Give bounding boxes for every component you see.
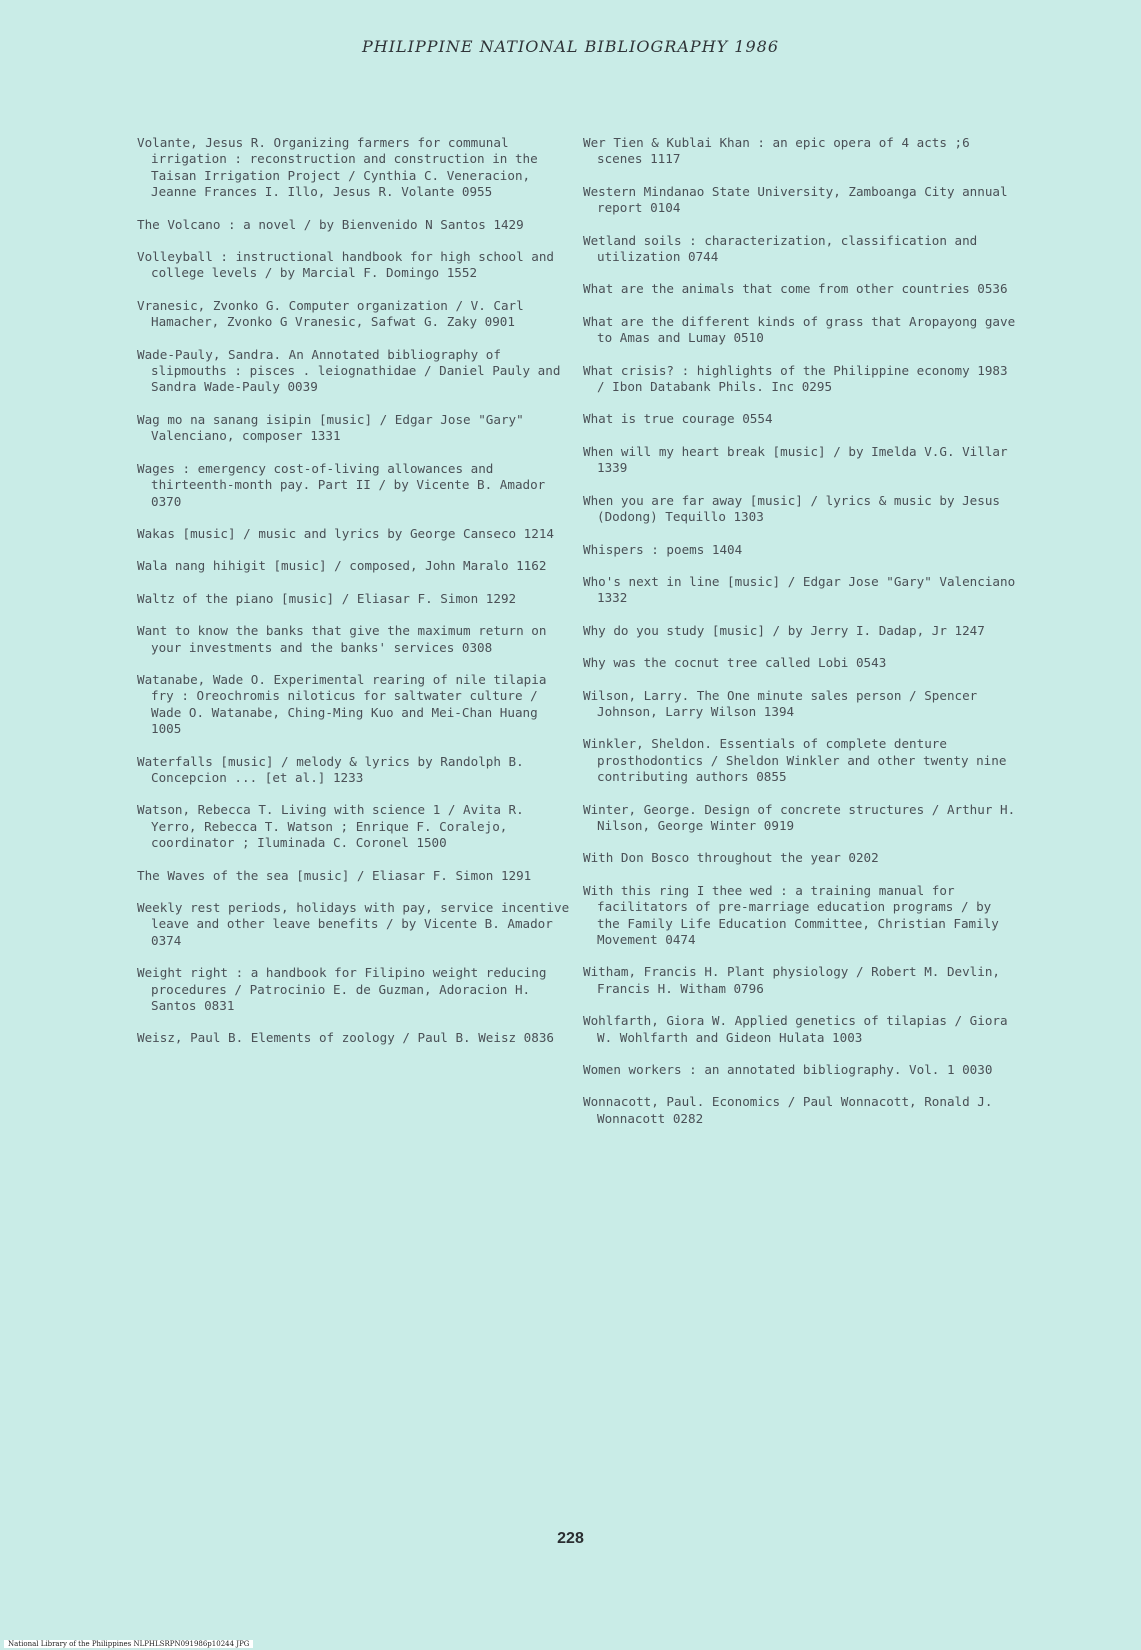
- left-column: [137, 135, 577, 1063]
- bibliography-entry: Volleyball : instructional handbook for high school and college levels / by Marcial F. Domingo 1552: [137, 249, 562, 281]
- bibliography-entry: Wakas [music] / music and lyrics by George Canseco 1214: [137, 525, 555, 541]
- bibliography-entry: Winter, George. Design of concrete structures / Arthur H. Nilson, George Winter 0919: [583, 801, 1023, 833]
- bibliography-entry: Weight right : a handbook for Filipino weight reducing procedures / Patrocinio E. de Guzman, Adoracion H. Santos 0831: [137, 965, 555, 1014]
- bibliography-entry: Wala nang hihigit [music] / composed, John Maralo 1162: [137, 558, 547, 574]
- bibliography-entry: Witham, Francis H. Plant physiology / Robert M. Devlin, Francis H. Witham 0796: [583, 964, 1008, 996]
- bibliography-entry: Winkler, Sheldon. Essentials of complete denture prosthodontics / Sheldon Winkler and other twenty nine contributing authors 0855: [583, 736, 1015, 785]
- bibliography-entry: Vranesic, Zvonko G. Computer organization / V. Carl Hamacher, Zvonko G Vranesic, Safwat G. Zaky 0901: [137, 297, 532, 330]
- bibliography-entry: The Volcano : a novel / by Bienvenido N Santos 1429: [137, 216, 524, 232]
- bibliography-entry: Wohlfarth, Giora W. Applied genetics of tilapias / Giora W. Wohlfarth and Gideon Hulata 1003: [583, 1013, 1016, 1045]
- page-number: 228: [557, 1530, 584, 1547]
- bibliography-entry: When will my heart break [music] / by Imelda V.G. Villar 1339: [583, 443, 1016, 476]
- bibliography-entry: Why was the cocnut tree called Lobi 0543: [583, 655, 887, 671]
- bibliography-entry: With this ring I thee wed : a training manual for facilitators of pre-marriage education programs / by the Family Life Education Committee, Christian Family Movement 0474: [583, 882, 1007, 947]
- bibliography-entry: Weisz, Paul B. Elements of zoology / Paul B. Weisz 0836: [137, 1030, 555, 1046]
- bibliography-entry: What is true courage 0554: [583, 411, 773, 427]
- page-title: PHILIPPINE NATIONAL BIBLIOGRAPHY 1986: [361, 37, 780, 56]
- bibliography-entry: What are the animals that come from other countries 0536: [583, 281, 1008, 297]
- bibliography-entry: Women workers : an annotated bibliography. Vol. 1 0030: [583, 1062, 993, 1078]
- bibliography-entry: Why do you study [music] / by Jerry I. Dadap, Jr 1247: [583, 622, 985, 638]
- bibliography-entry: Who's next in line [music] / Edgar Jose "Gary" Valenciano 1332: [583, 573, 1023, 606]
- bibliography-entry: Wag mo na sanang isipin [music] / Edgar Jose "Gary" Valenciano, composer 1331: [137, 411, 532, 444]
- bibliography-entry: With Don Bosco throughout the year 0202: [583, 850, 879, 866]
- bibliography-entry: Wade-Pauly, Sandra. An Annotated bibliography of slipmouths : pisces . leiognathidae / Daniel Pauly and Sandra Wade-Pauly 0039: [137, 346, 569, 395]
- bibliography-entry: Wer Tien & Kublai Khan : an epic opera of 4 acts ;6 scenes 1117: [583, 135, 978, 167]
- bibliography-entry: Wonnacott, Paul. Economics / Paul Wonnacott, Ronald J. Wonnacott 0282: [583, 1094, 1001, 1126]
- bibliography-entry: Wilson, Larry. The One minute sales person / Spencer Johnson, Larry Wilson 1394: [583, 687, 985, 719]
- bibliography-entry: What are the different kinds of grass that Aropayong gave to Amas and Lumay 0510: [583, 313, 1023, 346]
- bibliography-entry: Wetland soils : characterization, classification and utilization 0744: [583, 232, 985, 265]
- bibliography-entry: Waltz of the piano [music] / Eliasar F. Simon 1292: [137, 590, 517, 606]
- bibliography-entry: Western Mindanao State University, Zamboanga City annual report 0104: [583, 183, 1016, 216]
- bibliography-entry: Waterfalls [music] / melody & lyrics by Randolph B. Concepcion ... [et al.] 1233: [137, 753, 532, 785]
- bibliography-entry: The Waves of the sea [music] / Eliasar F. Simon 1291: [137, 867, 532, 883]
- bibliography-entry: Watanabe, Wade O. Experimental rearing of nile tilapia fry : Oreochromis niloticus for saltwater culture / Wade O. Watanabe, Ching-Ming Kuo and Mei-Chan Huang 1005: [137, 671, 555, 737]
- bibliography-entry: Watson, Rebecca T. Living with science 1 / Avita R. Yerro, Rebecca T. Watson ; Enrique F. Coralejo, coordinator ; Iluminada C. Coronel 1500: [137, 802, 532, 851]
- bibliography-entry: When you are far away [music] / lyrics & music by Jesus (Dodong) Tequillo 1303: [583, 492, 1008, 525]
- scan-footer-note: National Library of the Philippines NLPHLSRPN091986p10244 JPG: [4, 1640, 253, 1648]
- bibliography-entry: Want to know the banks that give the maximum return on your investments and the banks' services 0308: [137, 623, 555, 655]
- right-column: [583, 135, 1023, 1143]
- bibliography-entry: Weekly rest periods, holidays with pay, service incentive leave and other leave benefits / by Vicente B. Amador 0374: [137, 900, 577, 948]
- bibliography-entry: Wages : emergency cost-of-living allowances and thirteenth-month pay. Part II / by Vicente B. Amador 0370: [137, 460, 553, 509]
- bibliography-entry: What crisis? : highlights of the Philippine economy 1983 / Ibon Databank Phils. Inc 0295: [583, 362, 1016, 395]
- bibliography-entry: Volante, Jesus R. Organizing farmers for communal irrigation : reconstruction and construction in the Taisan Irrigation Project / Cynthia C. Veneracion, Jeanne Frances I. Illo, Jesus R. Volante 0955: [137, 135, 546, 200]
- bibliography-entry: Whispers : poems 1404: [583, 541, 743, 557]
